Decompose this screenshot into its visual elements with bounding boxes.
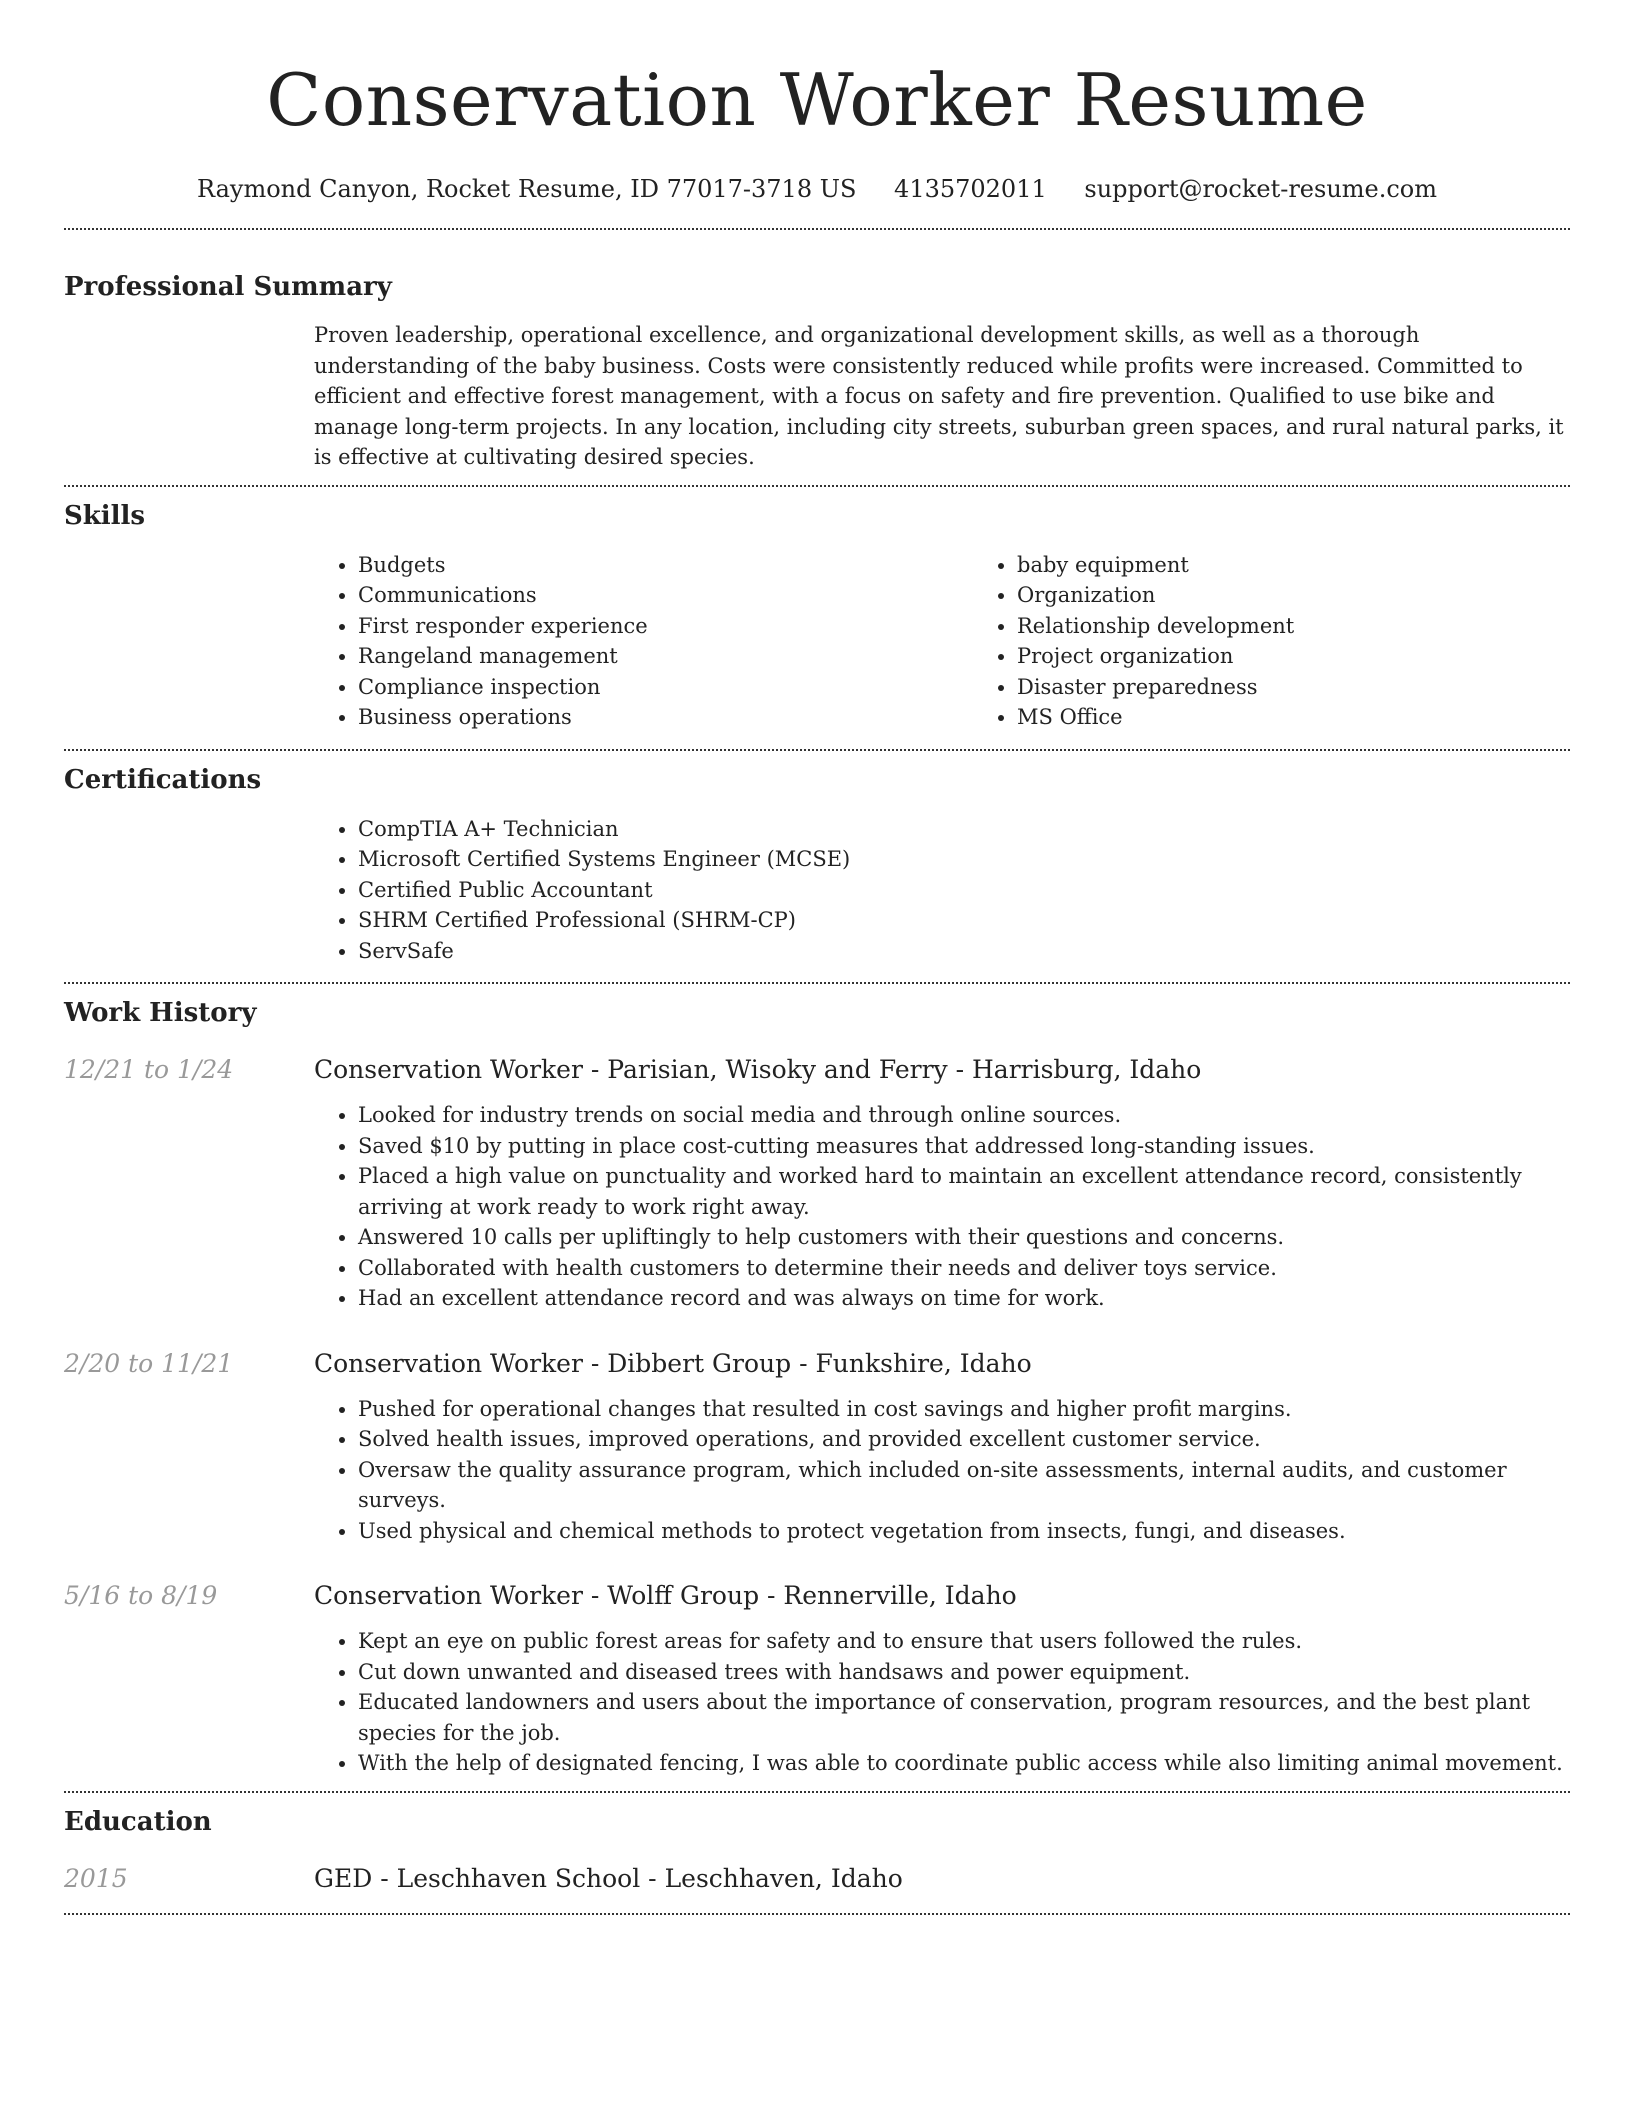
job-body [64, 1100, 1570, 1314]
job-bullets [314, 1626, 1570, 1779]
skills-heading: Skills [64, 500, 146, 531]
job-dates: 5/16 to 8/19 [64, 1581, 218, 1610]
job-bullet: • Collaborated with health customers to determine their needs and deliver toys service. [358, 1253, 1570, 1284]
work-section [64, 996, 1570, 1779]
skill-item: • Project organization [1017, 641, 1632, 672]
job-bullets-wrap [314, 1626, 1570, 1779]
job-header [64, 1052, 1570, 1088]
job-bullet: • Cut down unwanted and diseased trees with handsaws and power equipment. [358, 1657, 1570, 1688]
job-spacer [64, 1100, 314, 1314]
job-bullet: • Solved health issues, improved operations, and provided excellent customer service. [358, 1424, 1570, 1455]
skill-item: • baby equipment [1017, 550, 1632, 581]
section-divider [64, 982, 1570, 984]
certifications-spacer [64, 814, 314, 967]
certification-item: • Certified Public Accountant [358, 875, 1570, 906]
job-title: Conservation Worker - Dibbert Group - Funkshire, Idaho [314, 1348, 1032, 1378]
contact-line [64, 172, 1570, 206]
skill-item: • First responder experience [358, 611, 973, 642]
skills-list-left [314, 550, 973, 733]
skill-item: • MS Office [1017, 702, 1632, 733]
page-title: Conservation Worker Resume [266, 58, 1368, 142]
education-title: GED - Leschhaven School - Leschhaven, Idaho [314, 1863, 903, 1893]
contact-address: Raymond Canyon, Rocket Resume, ID 77017-3718 US [196, 175, 857, 203]
certifications-section [64, 763, 1570, 967]
resume-page [64, 0, 1570, 1915]
skill-item: • Relationship development [1017, 611, 1632, 642]
job-bullet: • Kept an eye on public forest areas for safety and to ensure that users followed the rules. [358, 1626, 1570, 1657]
job-bullet: • Looked for industry trends on social media and through online sources. [358, 1100, 1570, 1131]
certification-item: • SHRM Certified Professional (SHRM-CP) [358, 905, 1570, 936]
skill-item: • Rangeland management [358, 641, 973, 672]
job-spacer [64, 1626, 314, 1779]
job-dates: 2/20 to 11/21 [64, 1348, 234, 1378]
summary-section [64, 270, 1570, 473]
job-header [64, 1578, 1570, 1614]
education-heading: Education [64, 1806, 212, 1837]
certification-item: • ServSafe [358, 936, 1570, 967]
skills-section [64, 499, 1570, 733]
certification-item: • Microsoft Certified Systems Engineer (MCSE) [358, 844, 1570, 875]
job-spacer [64, 1394, 314, 1547]
job-entry [64, 1346, 1570, 1547]
skill-item: • Disaster preparedness [1017, 672, 1632, 703]
summary-body [314, 320, 1570, 473]
skill-item: • Organization [1017, 580, 1632, 611]
job-dates: 12/21 to 1/24 [64, 1055, 234, 1084]
job-title: Conservation Worker - Parisian, Wisoky and Ferry - Harrisburg, Idaho [314, 1055, 1202, 1084]
skills-list-right [973, 550, 1632, 733]
job-bullet: • Educated landowners and users about the importance of conservation, program resources, and the best plant species for the job. [358, 1687, 1570, 1748]
skill-item: • Budgets [358, 550, 973, 581]
skill-item: • Compliance inspection [358, 672, 973, 703]
skills-grid [314, 550, 1632, 733]
job-bullet: • Saved $10 by putting in place cost-cutting measures that addressed long-standing issues. [358, 1131, 1570, 1162]
job-header [64, 1346, 1570, 1382]
job-body [64, 1626, 1570, 1779]
contact-email: support@rocket-resume.com [1084, 175, 1438, 203]
certification-item: • CompTIA A+ Technician [358, 814, 1570, 845]
section-divider [64, 1791, 1570, 1793]
section-divider [64, 1913, 1570, 1915]
skills-spacer [64, 550, 314, 733]
certifications-list [314, 814, 1570, 967]
skills-row [64, 550, 1570, 733]
summary-text: Proven leadership, operational excellence, and organizational development skills, as well as a thorough understanding of the baby business. Costs were consistently reduced while profits were increased. Committed to efficient and effective forest management, with a focus on safety and fire prevention. Qualified to use bike and manage long-term projects. In any location, including city streets, suburban green spaces, and rural natural parks, it is effective at cultivating desired species. [314, 323, 1564, 469]
contact-phone: 4135702011 [894, 175, 1047, 203]
job-bullet: • Answered 10 calls per upliftingly to help customers with their questions and concerns. [358, 1222, 1570, 1253]
summary-row [64, 320, 1570, 473]
job-bullets-wrap [314, 1100, 1570, 1314]
job-bullet: • Used physical and chemical methods to protect vegetation from insects, fungi, and diseases. [358, 1516, 1570, 1547]
section-divider [64, 485, 1570, 487]
job-bullets [314, 1394, 1570, 1547]
job-bullet: • Pushed for operational changes that resulted in cost savings and higher profit margins. [358, 1394, 1570, 1425]
certifications-body [314, 814, 1570, 967]
job-bullet: • Placed a high value on punctuality and worked hard to maintain an excellent attendance record, consistently arriving at work ready to work right away. [358, 1161, 1570, 1222]
education-section [64, 1805, 1570, 1897]
job-entry [64, 1578, 1570, 1779]
skill-item: • Business operations [358, 702, 973, 733]
education-year: 2015 [64, 1863, 128, 1893]
job-bullets [314, 1100, 1570, 1314]
job-bullet: • Oversaw the quality assurance program, which included on-site assessments, internal audits, and customer surveys. [358, 1455, 1570, 1516]
section-divider [64, 749, 1570, 751]
job-body [64, 1394, 1570, 1547]
job-bullet: • With the help of designated fencing, I was able to coordinate public access while also limiting animal movement. [358, 1748, 1570, 1779]
summary-spacer [64, 320, 314, 473]
summary-heading: Professional Summary [64, 272, 392, 302]
skill-item: • Communications [358, 580, 973, 611]
job-bullets-wrap [314, 1394, 1570, 1547]
job-title: Conservation Worker - Wolff Group - Rennerville, Idaho [314, 1581, 1017, 1610]
section-divider [64, 228, 1570, 230]
certifications-heading: Certifications [64, 764, 262, 795]
work-heading: Work History [64, 998, 257, 1028]
certifications-row [64, 814, 1570, 967]
education-entry [64, 1861, 1570, 1897]
job-bullet: • Had an excellent attendance record and was always on time for work. [358, 1283, 1570, 1314]
job-entry [64, 1052, 1570, 1314]
